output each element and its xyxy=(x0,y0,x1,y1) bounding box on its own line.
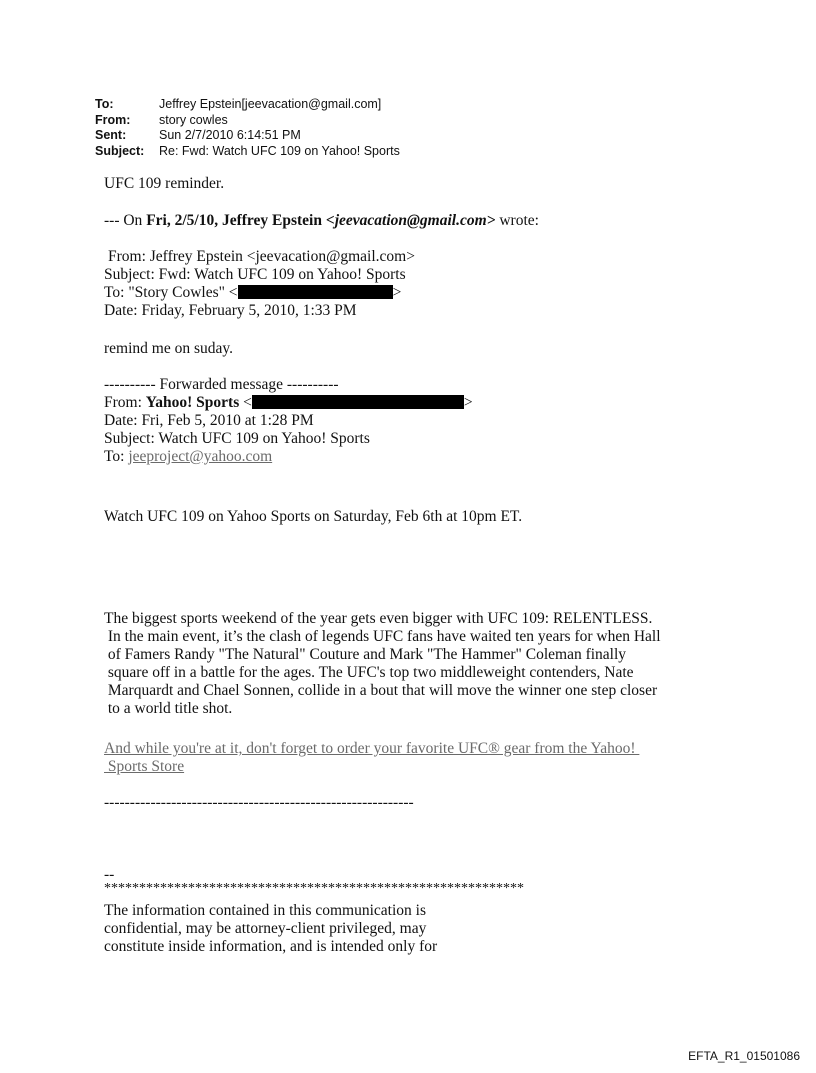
watch-text: Watch UFC 109 on Yahoo Sports on Saturday, Feb 6th at 10pm ET. xyxy=(104,508,523,525)
subject-value: Re: Fwd: Watch UFC 109 on Yahoo! Sports xyxy=(159,143,400,158)
to-label: To: xyxy=(95,97,114,111)
sent-label: Sent: xyxy=(95,128,127,142)
header-subject-row xyxy=(95,144,400,160)
main-paragraph xyxy=(104,610,661,718)
forward2-from-prefix: From: xyxy=(104,394,146,411)
quote-email: <jeevacation@gmail.com> xyxy=(325,212,496,229)
quote-prefix: --- On xyxy=(104,212,147,229)
forward2-from-lt: < xyxy=(239,394,252,411)
forward1-to-prefix: To: "Story Cowles" < xyxy=(104,284,238,301)
quote-date-name: Fri, 2/5/10, Jeffrey Epstein xyxy=(146,212,326,229)
header-sent-row xyxy=(95,128,400,144)
quote-attribution xyxy=(104,212,539,230)
forward1-header xyxy=(104,248,415,320)
email-header xyxy=(95,97,400,159)
email-link[interactable]: jeeproject@yahoo.com xyxy=(128,448,273,465)
paragraph-line: In the main event, it’s the clash of legends UFC fans have waited ten years for when Hall xyxy=(104,628,661,645)
store-link[interactable] xyxy=(104,740,639,776)
store-link-line[interactable]: Sports Store xyxy=(104,758,185,775)
disclaimer xyxy=(104,902,437,956)
redaction-bar xyxy=(238,285,393,299)
from-value: story cowles xyxy=(159,112,228,127)
paragraph-line: The biggest sports weekend of the year gets even bigger with UFC 109: RELENTLESS. xyxy=(104,610,653,627)
paragraph-line: square off in a battle for the ages. The UFC's top two middleweight contenders, Nate xyxy=(104,664,634,681)
store-link-line[interactable]: And while you're at it, don't forget to order your favorite UFC® gear from the Yahoo! xyxy=(104,740,640,757)
reminder-text: UFC 109 reminder. xyxy=(104,175,225,192)
to-value: Jeffrey Epstein[jeevacation@gmail.com] xyxy=(159,97,382,111)
forward2-subject: Subject: Watch UFC 109 on Yahoo! Sports xyxy=(104,430,370,447)
subject-label: Subject: xyxy=(95,143,145,158)
forward2-from-gt: > xyxy=(463,394,473,411)
disclaimer-line: The information contained in this communication is xyxy=(104,902,426,919)
paragraph-line: of Famers Randy "The Natural" Couture and Mark "The Hammer" Coleman finally xyxy=(104,646,627,663)
star-separator: ************************************************************ xyxy=(104,881,524,896)
forward1-subject: Subject: Fwd: Watch UFC 109 on Yahoo! Sports xyxy=(104,266,406,283)
forward1-to xyxy=(104,284,415,302)
remind-text: remind me on suday. xyxy=(104,340,233,357)
forwarded-marker: ---------- Forwarded message ---------- xyxy=(104,376,339,393)
header-from-row xyxy=(95,113,400,129)
forward2-to-prefix: To: xyxy=(104,448,129,465)
forward1-from: From: Jeffrey Epstein <jeevacation@gmail.com> xyxy=(108,248,415,265)
forward2-to xyxy=(104,448,473,466)
forward1-date: Date: Friday, February 5, 2010, 1:33 PM xyxy=(104,302,357,319)
paragraph-line: to a world title shot. xyxy=(104,700,233,717)
header-to-row xyxy=(95,97,400,113)
disclaimer-line: constitute inside information, and is intended only for xyxy=(104,938,438,955)
dash-separator: ------------------------------------------------------------ xyxy=(104,794,414,811)
sent-value: Sun 2/7/2010 6:14:51 PM xyxy=(159,128,301,142)
disclaimer-line: confidential, may be attorney-client privileged, may xyxy=(104,920,427,937)
from-label: From: xyxy=(95,112,131,127)
forward2-from-name: Yahoo! Sports xyxy=(145,394,240,411)
forward2-header xyxy=(104,376,473,466)
signature-dash: -- xyxy=(104,866,115,883)
document-id: EFTA_R1_01501086 xyxy=(688,1049,800,1063)
forward2-date: Date: Fri, Feb 5, 2010 at 1:28 PM xyxy=(104,412,314,429)
forward1-to-suffix: > xyxy=(392,284,402,301)
quote-suffix: wrote: xyxy=(495,212,539,229)
paragraph-line: Marquardt and Chael Sonnen, collide in a bout that will move the winner one step closer xyxy=(104,682,658,699)
redaction-bar xyxy=(252,395,464,409)
forward2-from xyxy=(104,394,473,412)
